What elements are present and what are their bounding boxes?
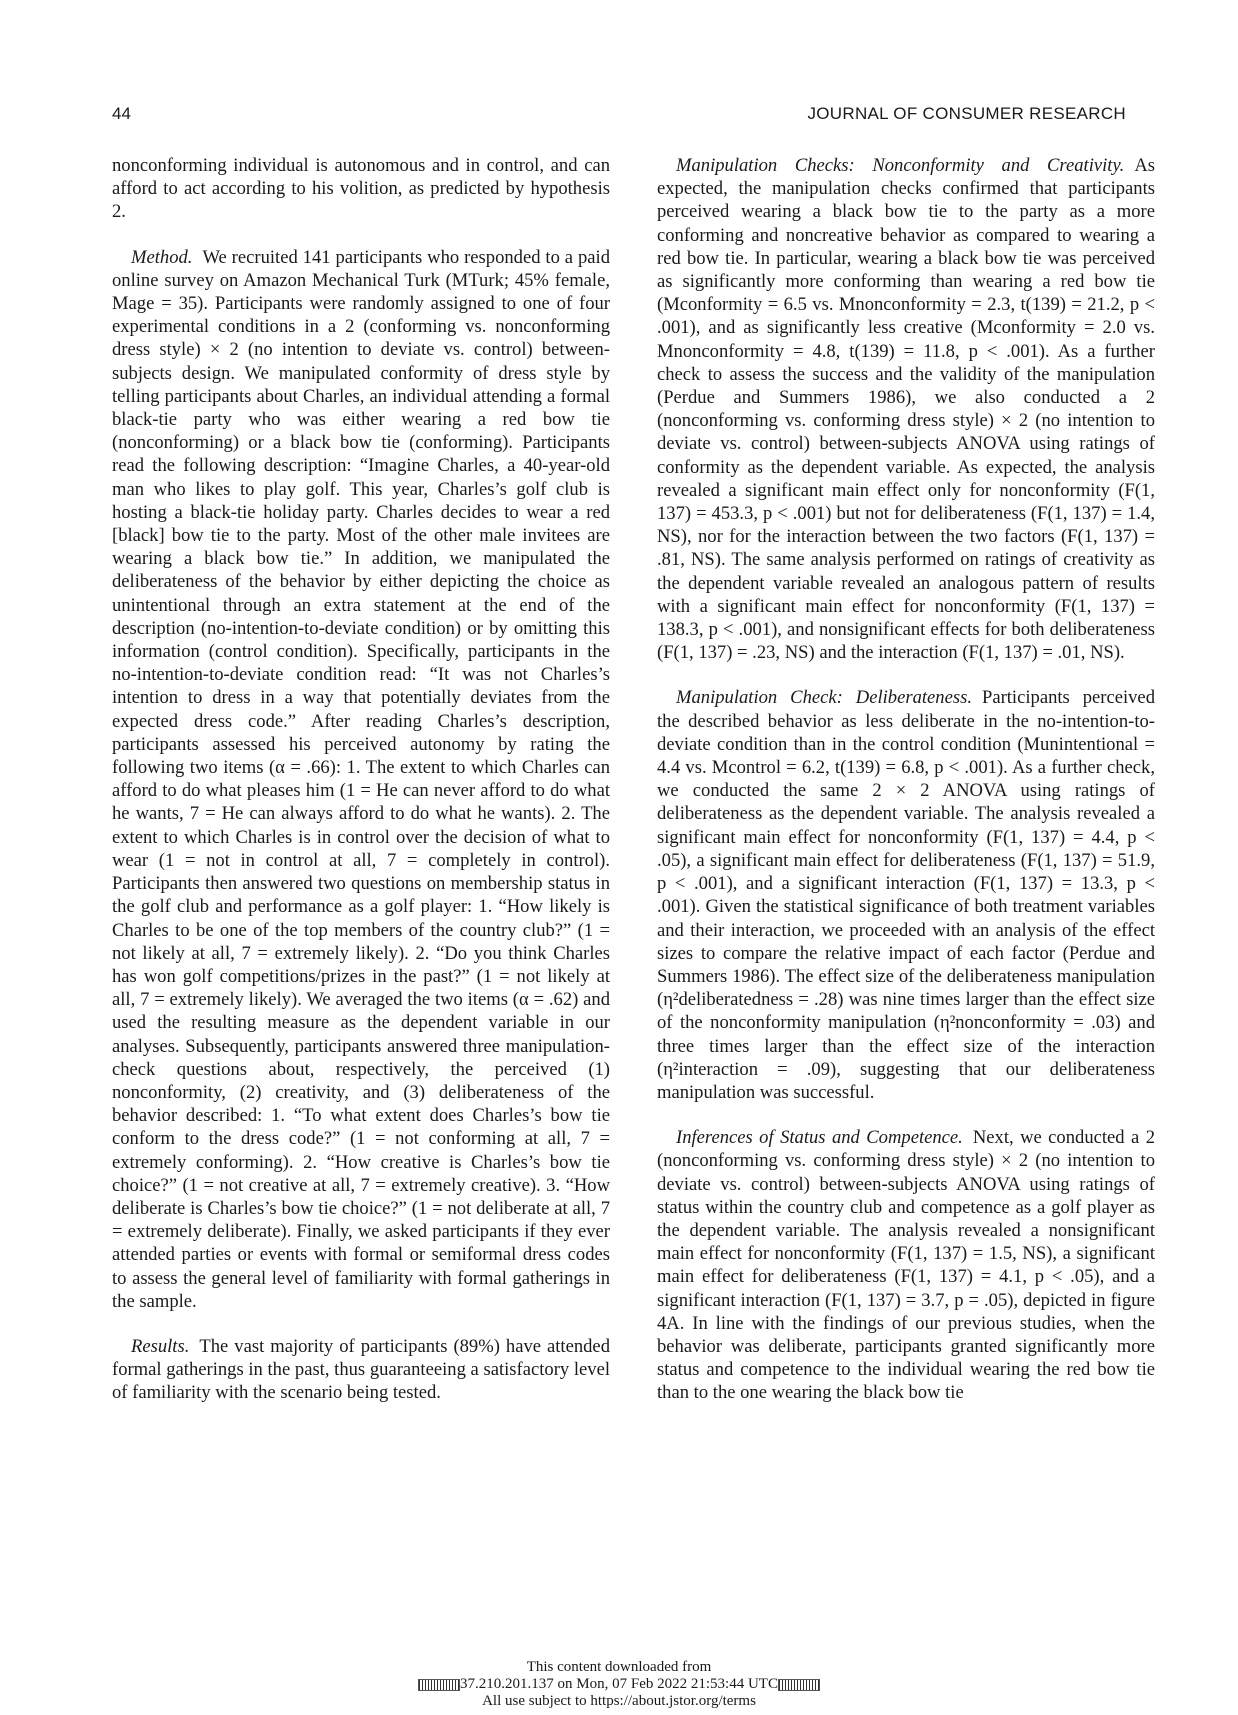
barcode-icon — [778, 1679, 820, 1691]
method-paragraph — [112, 246, 610, 1313]
method-text: We recruited 141 participants who responded to a paid online survey on Amazon Mechanical Turk (MTurk; 45% female, Mage = 35). Participants were randomly assigned to one of four experimental conditions in a 2 (conforming vs. nonconforming dress style) × 2 (no intention to deviate vs. control) between-subjects design. We manipulated conformity of dress style by telling participants about Charles, an individual attending a formal black-tie party who was either wearing a red bow tie (nonconforming) or a black bow tie (conforming). Participants read the following description: “Imagine Charles, a 40-year-old man who likes to play golf. This year, Charles’s golf club is hosting a black-tie holiday party. Charles decides to wear a red [black] bow tie to the party. Most of the other male invitees are wearing a black bow tie.” In addition, we manipulated the deliberateness of the behavior by either depicting the choice as unintentional through an extra statement at the end of the description (no-intention-to-deviate condition) or by omitting this information (control condition). Specifically, participants in the no-intention-to-deviate condition read: “It was not Charles’s intention to dress in a way that potentially deviates from the expected dress code.” After reading Charles’s description, participants assessed his perceived autonomy by rating the following two items (α = .66): 1. The extent to which Charles can afford to do what pleases him (1 = He can never afford to do what he wants, 7 = He can always afford to do what he wants). 2. The extent to which Charles is in control over the decision of what to wear (1 = not in control at all, 7 = completely in control). Participants then answered two questions on membership status in the golf club and performance as a golf player: 1. “How likely is Charles to be one of the top members of the country club?” (1 = not likely at all, 7 = extremely likely). 2. “Do you think Charles has won golf competitions/prizes in the past?” (1 = not likely at all, 7 = extremely likely). We averaged the two items (α = .62) and used the resulting measure as the dependent variable in our analyses. Subsequently, participants answered three manipulation-check questions about, respectively, the perceived (1) nonconformity, (2) creativity, and (3) deliberateness of the behavior described: 1. “To what extent does Charles’s bow tie conform to the dress code?” (1 = not conforming at all, 7 = extremely conforming). 2. “How creative is Charles’s bow tie choice?” (1 = not creative at all, 7 = extremely creative). 3. “How deliberate is Charles’s bow tie choice?” (1 = not deliberate at all, 7 = extremely deliberate). Finally, we asked participants if they ever attended parties or events with formal or semiformal dress codes to assess the general level of familiarity with formal gatherings in the sample. — [112, 246, 610, 1312]
footer-line-3: All use subject to https://about.jstor.org/terms — [482, 1693, 756, 1709]
deliberateness-check-paragraph — [657, 686, 1155, 1104]
results-paragraph — [112, 1335, 610, 1405]
inferences-paragraph — [657, 1126, 1155, 1404]
page-number: 44 — [112, 104, 131, 123]
results-heading: Results. — [131, 1335, 190, 1357]
download-footer — [0, 1659, 1238, 1710]
paragraph-continued: nonconforming individual is autonomous and in control, and can afford to act according to his volition, as predicted by hypothesis 2. — [112, 155, 610, 223]
manipulation-checks-paragraph — [657, 154, 1155, 664]
inferences-text: Next, we conducted a 2 (nonconforming vs. conforming dress style) × 2 (no intention to deviate vs. control) between-subjects ANOVA using ratings of status within the country club and competence as a golf player as the dependent variable. The analysis revealed a nonsignificant main effect for nonconformity (F(1, 137) = 1.5, NS), a significant main effect for deliberateness (F(1, 137) = 4.1, p < .05), and a significant interaction (F(1, 137) = 3.7, p = .05), depicted in figure 4A. In line with the findings of our previous studies, when the behavior was deliberate, participants granted significantly more status and competence to the individual wearing the red bow tie than to the one wearing the black bow tie — [657, 1127, 1156, 1404]
footer-line-1: This content downloaded from — [526, 1659, 712, 1675]
inferences-heading: Inferences of Status and Competence. — [676, 1127, 963, 1149]
deliberateness-check-text: Participants perceived the described behavior as less deliberate in the no-intention-to-deviate condition than in the control condition (Munintentional = 4.4 vs. Mcontrol = 6.2, t(139) = 6.8, p < .001). As a further check, we conducted the same 2 × 2 ANOVA using ratings of deliberateness as the dependent variable. The analysis revealed a significant main effect for nonconformity (F(1, 137) = 4.4, p < .05), a significant main effect for deliberateness (F(1, 137) = 51.9, p < .001), and a significant interaction (F(1, 137) = 13.3, p < .001). Given the statistical significance of both treatment variables and their interaction, we proceeded with an analysis of the effect sizes to compare the relative impact of each factor (Perdue and Summers 1986). The effect size of the deliberateness manipulation (η²deliberatedness = .28) was nine times larger than the effect size of the nonconformity manipulation (η²nonconformity = .03) and three times larger than the effect size of the interaction (η²interaction = .09), suggesting that our deliberateness manipulation was successful. — [657, 687, 1155, 1103]
manipulation-checks-text: As expected, the manipulation checks confirmed that participants perceived wearing a black bow tie to the party as a more conforming and noncreative behavior as compared to wearing a red bow tie. In particular, wearing a black bow tie was perceived as significantly more conforming than wearing a red bow tie (Mconformity = 6.5 vs. Mnonconformity = 2.3, t(139) = 21.2, p < .001), and as significantly less creative (Mconformity = 2.0 vs. Mnonconformity = 4.8, t(139) = 11.8, p < .001). As a further check to assess the success and the validity of the manipulation (Perdue and Summers 1986), we also conducted a 2 (nonconforming vs. conforming dress style) × 2 (no intention to deviate vs. control) between-subjects ANOVA using ratings of conformity as the dependent variable. As expected, the analysis revealed a significant main effect only for nonconformity (F(1, 137) = 453.3, p < .001) but not for deliberateness (F(1, 137) = 1.4, NS), nor for the interaction between the two factors (F(1, 137) = .81, NS). The same analysis performed on ratings of creativity as the dependent variable revealed an analogous pattern of results with a significant main effect for nonconformity (F(1, 137) = 138.3, p < .001), and nonsignificant effects for both deliberateness (F(1, 137) = .23, NS) and the interaction (F(1, 137) = .01, NS). — [657, 155, 1155, 664]
deliberateness-check-heading: Manipulation Check: Deliberateness. — [676, 687, 972, 709]
barcode-icon — [418, 1679, 460, 1691]
footer-line-2 — [0, 1676, 1238, 1693]
results-text: The vast majority of participants (89%) have attended formal gatherings in the past, thus guaranteeing a satisfactory level of familiarity with the scenario being tested. — [112, 1335, 610, 1404]
footer-ip-line: 37.210.201.137 on Mon, 07 Feb 2022 21:53:44 UTC — [460, 1676, 778, 1692]
right-column — [657, 154, 1155, 1427]
journal-title: JOURNAL OF CONSUMER RESEARCH — [807, 104, 1126, 123]
method-heading: Method. — [131, 246, 193, 268]
manipulation-checks-heading: Manipulation Checks: Nonconformity and Creativity. — [676, 155, 1125, 176]
left-column — [112, 154, 610, 1427]
